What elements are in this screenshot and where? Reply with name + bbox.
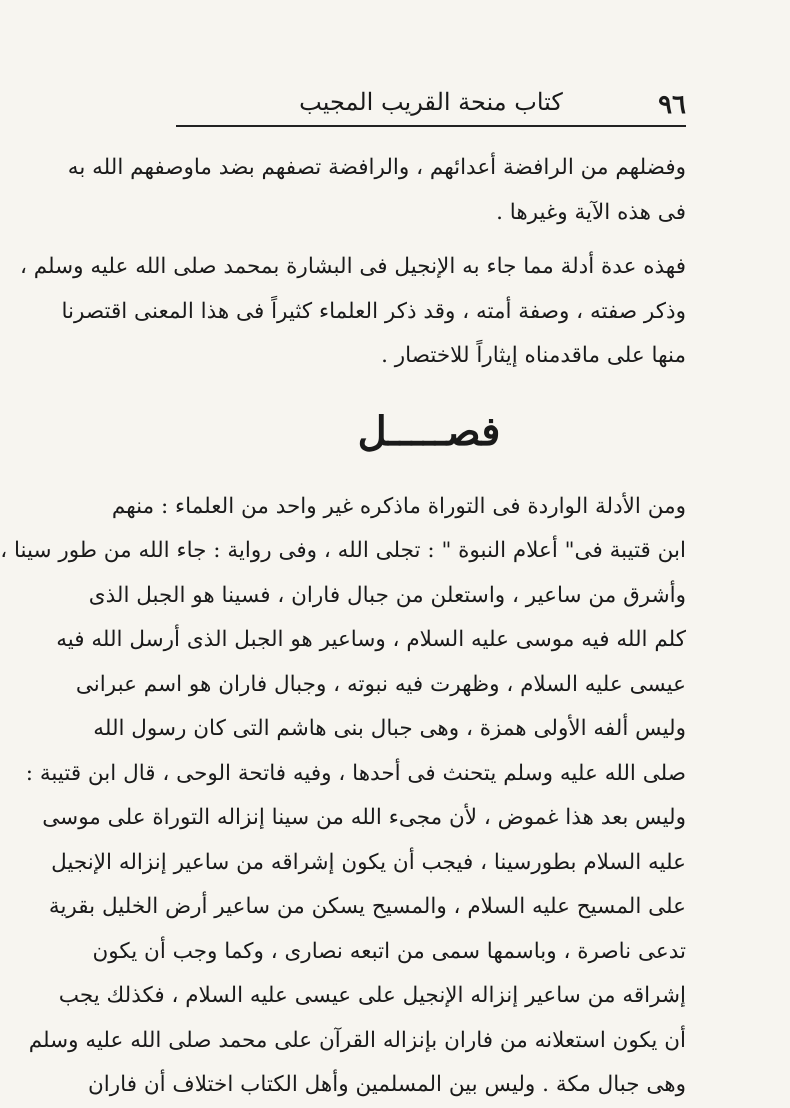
text-line: صلى الله عليه وسلم يتحنث فى أحدها ، وفيه فاتحة الوحى ، قال ابن قتيبة : <box>25 760 686 786</box>
page-body <box>0 146 686 1108</box>
header-rule <box>176 125 686 127</box>
text-line: إشراقه من ساعير إنزاله الإنجيل على عيسى عليه السلام ، فكذلك يجب <box>58 983 686 1008</box>
text-line: أن يكون استعلانه من فاران بإنزاله القرآن على محمد صلى الله عليه وسلم <box>28 1027 686 1053</box>
text-line: فهذه عدة أدلة مما جاء به الإنجيل فى البشارة بمحمد صلى الله عليه وسلم ، <box>19 254 686 279</box>
text-line: عيسى عليه السلام ، وظهرت فيه نبوته ، وجبال فاران هو اسم عبرانى <box>75 671 686 697</box>
running-title: كتاب منحة القريب المجيب <box>299 88 563 116</box>
text-line: عليه السلام بطورسينا ، فيجب أن يكون إشراقه من ساعير إنزاله الإنجيل <box>51 849 686 875</box>
page-header <box>176 88 686 124</box>
paragraph-gap <box>172 235 686 245</box>
text-line: ومن الأدلة الواردة فى التوراة ماذكره غير واحد من العلماء : منهم <box>111 493 686 519</box>
text-line: وذكر صفته ، وصفة أمته ، وقد ذكر العلماء كثيراً فى هذا المعنى اقتصرنا <box>61 298 686 324</box>
text-line: وأشرق من ساعير ، واستعلن من جبال فاران ، فسينا هو الجبل الذى <box>88 582 686 608</box>
paragraph-2 <box>19 245 686 379</box>
text-line: فى هذه الآية وغيرها . <box>496 199 686 225</box>
text-line: كلم الله فيه موسى عليه السلام ، وساعير هو الجبل الذى أرسل الله فيه <box>56 627 686 652</box>
paragraph-1 <box>67 146 686 235</box>
text-line: وليس ألفه الأولى همزة ، وهى جبال بنى هاشم التى كان رسول الله <box>93 716 686 741</box>
text-line: منها على ماقدمناه إيثاراً للاختصار . <box>381 343 686 368</box>
text-line: تدعى ناصرة ، وباسمها سمى من اتبعه نصارى ، وكما وجب أن يكون <box>92 938 686 964</box>
text-line: وفضلهم من الرافضة أعدائهم ، والرافضة تصفهم بضد ماوصفهم الله به <box>67 155 686 180</box>
text-line: ابن قتيبة فى" أعلام النبوة " : تجلى الله ، وفى رواية : جاء الله من طور سينا ، <box>0 538 686 563</box>
text-line: وليس بعد هذا غموض ، لأن مجىء الله من سينا إنزاله التوراة على موسى <box>42 805 686 830</box>
page-number: ٩٦ <box>658 90 686 120</box>
text-line: وهى جبال مكة . وليس بين المسلمين وأهل الكتاب اختلاف أن فاران <box>88 1072 686 1097</box>
paragraph-3 <box>0 485 686 1108</box>
section-heading: فصـــــل <box>357 407 501 455</box>
text-line: على المسيح عليه السلام ، والمسيح يسكن من ساعير أرض الخليل بقرية <box>48 894 686 919</box>
